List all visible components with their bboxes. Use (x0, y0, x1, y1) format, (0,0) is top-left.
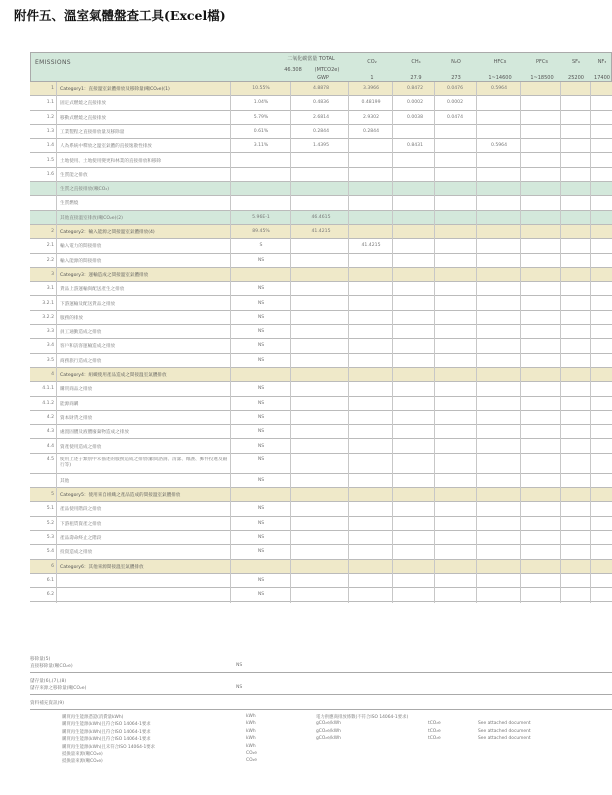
table-row (30, 254, 612, 268)
cell-name: 資產使用造成之排放 (60, 444, 102, 450)
cell-no: 4.3 (46, 429, 54, 435)
category-row (30, 560, 612, 574)
cell-pct: NS (257, 456, 265, 462)
cell-name: Category3：運輸造成之間接溫室氣體排放 (60, 272, 149, 278)
table-row (30, 440, 612, 454)
bottom-cell-unit: kWh (246, 743, 256, 749)
total-label: 二氧化碳當量 TOTAL (287, 56, 335, 62)
cell-pct: NS (257, 329, 265, 335)
cell-total: 1.4395 (312, 143, 330, 149)
cell-name: Category4：組織使用產品造成之間接溫室氣體排放 (60, 373, 167, 378)
cell-pct: 3.11% (253, 143, 269, 149)
cell-pct: NS (257, 429, 265, 435)
col-nf3: NF₃ (597, 59, 607, 65)
bottom-cell-u2: tCO₂e (428, 736, 441, 742)
cell-no: 4.5 (46, 456, 54, 462)
cell-no: 3.1 (46, 286, 54, 292)
storage-label: 儲存量(6),(7),(8) (30, 679, 67, 684)
table-row (30, 125, 612, 139)
cell-name: 客戶和訪客運輸造成之排放 (60, 344, 116, 350)
cell-pct: NS (257, 257, 265, 263)
col-ch4: CH₄ (411, 59, 421, 65)
cell-no: 6.2 (46, 592, 54, 598)
cell-c1: 0.48199 (361, 100, 381, 106)
unit-prefix: 46.308 (284, 67, 302, 73)
cell-name: 其他 (60, 478, 70, 484)
cell-no: 1.1 (46, 100, 54, 106)
cell-no: 5.3 (46, 535, 54, 540)
bottom-cell-unit: kWh (246, 736, 256, 742)
cell-pct: NS (257, 549, 265, 555)
cell-pct: NS (257, 520, 265, 526)
table-row (30, 196, 612, 210)
cell-pct: NS (257, 443, 265, 449)
col-pfcs: PFCs (536, 59, 548, 65)
gwp-label: GWP (317, 75, 329, 81)
table-row (30, 382, 612, 396)
cell-no: 3.5 (46, 357, 54, 363)
cell-name: 處置固體及液體廢棄物造成之排放 (60, 430, 129, 436)
category-row (30, 225, 612, 239)
cell-no: 6 (51, 563, 54, 569)
col-hfcs: HFCs (493, 59, 507, 65)
category-row (30, 488, 612, 502)
cell-c1: 0.2844 (362, 128, 380, 134)
cell-name: 輸入電力的間接排放 (60, 244, 102, 250)
table-row (30, 397, 612, 411)
cell-pct: NS (257, 577, 265, 583)
cell-pct: 5.79% (253, 114, 269, 120)
cell-total: 4.8878 (312, 86, 330, 91)
cell-name: 生質之直接排放(噸CO₂) (60, 187, 110, 193)
cell-total: 46.4615 (311, 214, 331, 220)
cell-pct: NS (257, 414, 265, 420)
removal-item: 直接移除量(噸CO₂e) (30, 664, 73, 669)
sheet-header (30, 52, 612, 82)
cell-no: 1.3 (46, 128, 54, 134)
table-row (30, 588, 612, 602)
removal-pct: NS (236, 663, 243, 668)
storage-item: 儲存來源之移除量(噸CO₂e) (30, 686, 87, 691)
cell-name: 產品使用階段之排放 (60, 507, 102, 513)
cell-no: 4 (51, 372, 54, 377)
cell-pct: NS (257, 386, 265, 392)
cell-no: 3 (51, 271, 54, 277)
table-row (30, 297, 612, 311)
cell-name: Category5：使用來自組織之產品造成的間接溫室氣體排放 (60, 493, 181, 499)
table-row (30, 531, 612, 545)
cell-name: 能源商購 (60, 401, 79, 407)
cell-name: 服務的排放 (60, 315, 83, 321)
gwp-hfcs: 1~14600 (488, 75, 512, 81)
table-row (30, 111, 612, 125)
table-row (30, 139, 612, 153)
table-row (30, 182, 612, 196)
category-row (30, 268, 612, 282)
removal-label: 移除量(5) (30, 657, 51, 662)
cell-name: 移動式燃燒之直接排放 (60, 115, 106, 121)
cell-pct: NS (257, 506, 265, 512)
bottom-cell-mid: gCO₂e/kWh (316, 721, 341, 727)
cell-c2: 0.8472 (406, 86, 424, 91)
bottom-cell-left: 抵換量來源(噸CO₂e) (62, 759, 103, 765)
cell-pct: NS (257, 535, 265, 540)
cell-pct: S (259, 243, 263, 249)
cell-name: Category2：輸入能源之間接溫室氣體排放(4) (60, 230, 155, 235)
cell-name: 工業製程之直接排放量及移除量 (60, 129, 125, 135)
cell-pct: NS (257, 300, 265, 306)
table-row (30, 325, 612, 339)
cell-no: 3.2.1 (42, 300, 54, 306)
cell-pct: NS (257, 286, 265, 292)
table-row (30, 311, 612, 325)
table-row (30, 354, 612, 368)
table-row (30, 339, 612, 353)
cell-pct: NS (257, 477, 265, 483)
cell-total: 41.4215 (311, 229, 331, 234)
table-row (30, 425, 612, 439)
cell-name: 購買商品之排放 (60, 387, 93, 393)
bottom-cell-mid: 電力供應商排放係數(不符合ISO 14064-1要求) (316, 715, 409, 720)
cell-no: 4.1.2 (42, 400, 54, 406)
cell-name: 資本財貨之排放 (60, 415, 93, 421)
cell-c1: 41.4215 (361, 243, 381, 249)
table-row (30, 502, 612, 516)
cell-c3: 0.0476 (446, 86, 464, 91)
cell-no: 2.2 (46, 257, 54, 263)
bottom-cell-u2: tCO₂e (428, 728, 441, 734)
cell-no: 5.1 (46, 506, 54, 512)
cell-no: 2.1 (46, 243, 54, 249)
table-row (30, 168, 612, 182)
bottom-cell-note: See attached document (478, 728, 531, 734)
bottom-cell-left: 抵換量來源(噸CO₂e) (62, 752, 103, 757)
cell-no: 1.5 (46, 157, 54, 163)
bottom-cell-left: 購買再生能源(kWh)且未符合ISO 14064-1要求 (62, 744, 156, 750)
storage-pct: NS (236, 685, 243, 690)
cell-no: 3.4 (46, 343, 54, 349)
cell-name: Category1：直接溫室氣體排放及移除量(噸CO₂e)(1) (60, 87, 170, 92)
bottom-cell-unit: CO₂e (246, 758, 257, 764)
bottom-cell-mid: gCO₂e/kWh (316, 728, 341, 734)
cell-name: 生質燃燒 (60, 201, 79, 207)
bottom-cell-unit: kWh (246, 721, 256, 727)
info-label: 資料補充資訊(9) (30, 701, 65, 706)
cell-no: 4.1.1 (42, 386, 54, 392)
cell-no: 1.2 (46, 114, 54, 120)
cell-no: 4.4 (46, 443, 54, 449)
cell-total: 2.6814 (312, 114, 330, 120)
emissions-sheet (30, 52, 612, 742)
cell-pct: 10.55% (252, 86, 270, 91)
table-row (30, 282, 612, 296)
cell-name: 下游租賃資產之排放 (60, 521, 102, 527)
cell-name: 使用上述子類別中未描述的服務造成之排放(顧問諮詢、清潔、維護、郵件投遞及銀行等) (60, 456, 228, 468)
gwp-ch4: 27.9 (410, 75, 422, 81)
cell-c4: 0.5964 (490, 86, 508, 91)
cell-pct: 1.04% (253, 100, 269, 106)
cell-c3: 0.0474 (446, 114, 464, 120)
cell-pct: NS (257, 592, 265, 598)
gwp-nf3: 17400 (594, 75, 610, 81)
cell-no: 5.2 (46, 520, 54, 526)
cell-no: 3.2.2 (42, 314, 54, 320)
gwp-co2: 1 (370, 75, 374, 81)
cell-no: 2 (51, 229, 54, 234)
gwp-pfcs: 1~18500 (530, 75, 554, 81)
document-title: 附件五、溫室氣體盤查工具(Excel檔) (14, 8, 226, 23)
table-row (30, 517, 612, 531)
emissions-label: EMISSIONS (35, 59, 71, 66)
cell-no: 3.3 (46, 329, 54, 335)
cell-name: 下游運輸及配送貨品之排放 (60, 301, 116, 307)
cell-c1: 3.3966 (362, 86, 380, 91)
cell-no: 4.2 (46, 414, 54, 420)
col-co2: CO₂ (367, 59, 377, 65)
cell-pct: 89.45% (252, 229, 270, 234)
cell-pct: 0.61% (253, 128, 269, 134)
bottom-cell-note: See attached document (478, 736, 531, 742)
bottom-cell-left: 購買再生能源(kWh)且符合ISO 14064-1要求 (62, 729, 151, 735)
cell-name: 土地使用、土地使用變更和林業的直接排放和移除 (60, 158, 162, 164)
cell-name: 投資造成之排放 (60, 550, 93, 556)
cell-name: 輸入能源的間接排放 (60, 258, 102, 264)
cell-no: 1.4 (46, 143, 54, 149)
cell-total: 0.2844 (312, 128, 330, 134)
category-row (30, 368, 612, 382)
bottom-cell-unit: CO₂e (246, 751, 257, 756)
category-row (30, 82, 612, 96)
table-row (30, 154, 612, 168)
col-sf6: SF₆ (571, 59, 581, 65)
cell-pct: NS (257, 343, 265, 349)
cell-no: 6.1 (46, 577, 54, 583)
table-row (30, 211, 612, 225)
cell-name: 生質能之排放 (60, 172, 88, 178)
cell-no: 1 (51, 86, 54, 91)
table-row (30, 454, 612, 474)
cell-name: 員工通勤造成之排放 (60, 330, 102, 336)
cell-c1: 2.9302 (362, 114, 380, 120)
cell-c2: 0.8431 (406, 143, 424, 149)
cell-total: 0.4836 (312, 100, 330, 106)
table-row (30, 96, 612, 110)
bottom-cell-left: 購買再生能源(kWh)且符合ISO 14064-1要求 (62, 722, 151, 728)
bottom-cell-mid: gCO₂e/kWh (316, 736, 341, 742)
cell-c4: 0.5964 (490, 143, 508, 149)
cell-c2: 0.0038 (406, 114, 424, 120)
cell-c2: 0.0002 (406, 100, 424, 106)
table-row (30, 545, 612, 559)
gwp-sf6: 25200 (568, 75, 584, 81)
cell-c3: 0.0002 (446, 100, 464, 106)
bottom-cell-left: 購買再生能源(kWh)且符合ISO 14064-1要求 (62, 737, 151, 743)
cell-name: Category6：其他來源間接溫室氣體排放 (60, 564, 144, 570)
table-row (30, 411, 612, 425)
cell-name: 人為系統中釋放之溫室氣體的直接逸散性排放 (60, 144, 152, 150)
table-row (30, 574, 612, 588)
cell-no: 5.4 (46, 549, 54, 555)
cell-pct: NS (257, 400, 265, 406)
bottom-cell-unit: kWh (246, 714, 256, 719)
cell-pct: NS (257, 314, 265, 320)
cell-name: 固定式燃燒之直接排放 (60, 101, 106, 107)
bottom-cell-note: See attached document (478, 721, 531, 727)
bottom-cell-u2: tCO₂e (428, 721, 441, 727)
bottom-cell-left: 購買再生能源憑證(消費量kWh) (62, 715, 124, 720)
cell-name: 產品壽命終止之階段 (60, 536, 102, 541)
cell-pct: NS (257, 357, 265, 363)
table-row (30, 239, 612, 253)
col-n2o: N₂O (451, 59, 461, 65)
cell-name: 其他直接溫室排放(噸CO₂e)(2) (60, 215, 123, 221)
cell-name: 商務旅行造成之排放 (60, 358, 102, 364)
bottom-cell-unit: kWh (246, 728, 256, 734)
cell-pct: 5.96E-1 (252, 214, 270, 220)
table-row (30, 474, 612, 488)
cell-no: 1.6 (46, 171, 54, 177)
cell-name: 貨品上游運輸與配送產生之排放 (60, 287, 125, 293)
gwp-n2o: 273 (451, 75, 461, 81)
cell-no: 5 (51, 492, 54, 498)
unit-label: (MTCO2e) (314, 67, 340, 73)
